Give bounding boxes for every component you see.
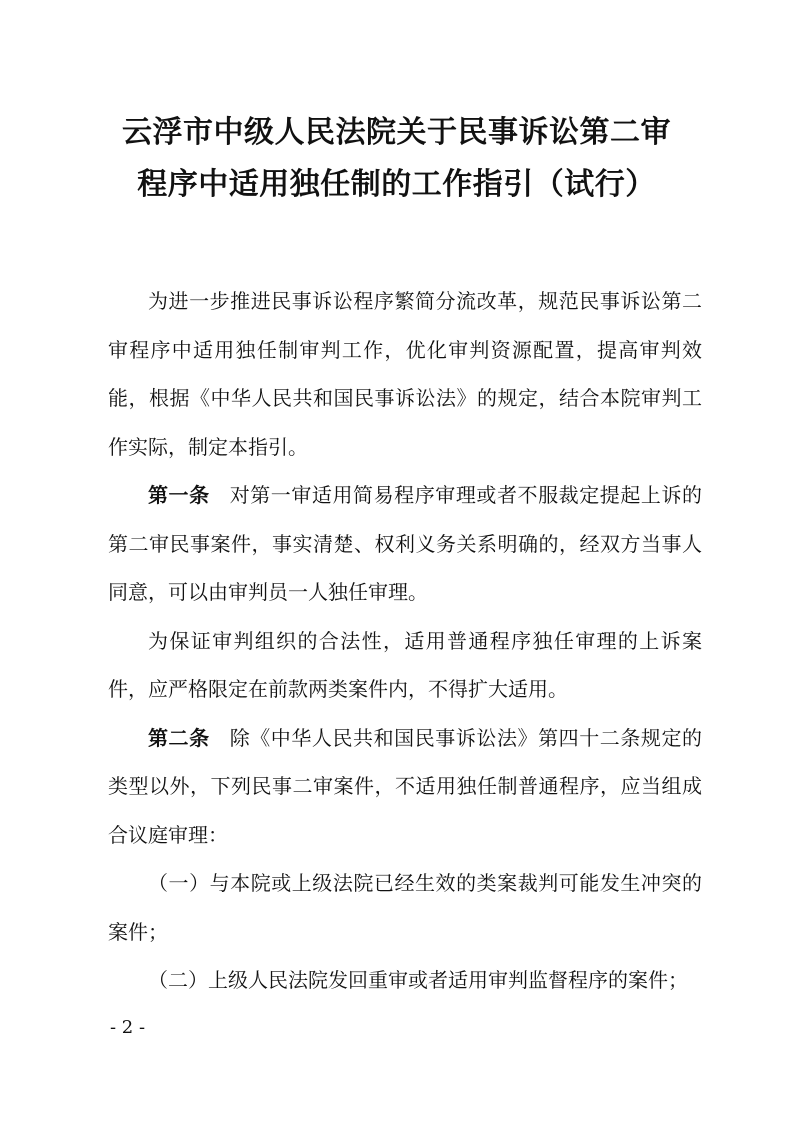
paragraph-item-1: [108, 859, 702, 956]
paragraph-text: （二）上级人民法院发回重审或者适用审判监督程序的案件；: [148, 968, 688, 992]
paragraph-article-2: [108, 714, 702, 860]
paragraph-article-1-clause-2: [108, 617, 702, 714]
paragraph-article-1: [108, 471, 702, 617]
document-title-line-2: 程序中适用独任制的工作指引（试行）: [137, 167, 656, 202]
document-body: [108, 277, 702, 1005]
paragraph-text: 除《中华人民共和国民事诉讼法》第四十二条规定的类型以外，下列民事二审案件，不适用独任制普通程序，应当组成合议庭审理：: [108, 725, 703, 847]
paragraph-preamble: [108, 277, 702, 471]
paragraph-text: 对第一审适用简易程序审理或者不服裁定提起上诉的第二审民事案件，事实清楚、权利义务关系明确的，经双方当事人同意，可以由审判员一人独任审理。: [108, 483, 703, 604]
document-title-line-1: 云浮市中级人民法院关于民事诉讼第二审: [122, 115, 671, 150]
page-number: - 2 -: [110, 1017, 146, 1038]
paragraph-item-2: [108, 956, 702, 1005]
paragraph-text: （一）与本院或上级法院已经生效的类案裁判可能发生冲突的案件；: [108, 871, 702, 944]
paragraph-text: 为保证审判组织的合法性，适用普通程序独任审理的上诉案件，应严格限定在前款两类案件内，不得扩大适用。: [108, 628, 702, 701]
article-label: 第一条: [148, 483, 210, 507]
paragraph-text: 为进一步推进民事诉讼程序繁简分流改革，规范民事诉讼第二审程序中适用独任制审判工作，优化审判资源配置，提高审判效能，根据《中华人民共和国民事诉讼法》的规定，结合本院审判工作实际，制定本指引。: [108, 289, 702, 459]
article-label: 第二条: [148, 725, 210, 750]
